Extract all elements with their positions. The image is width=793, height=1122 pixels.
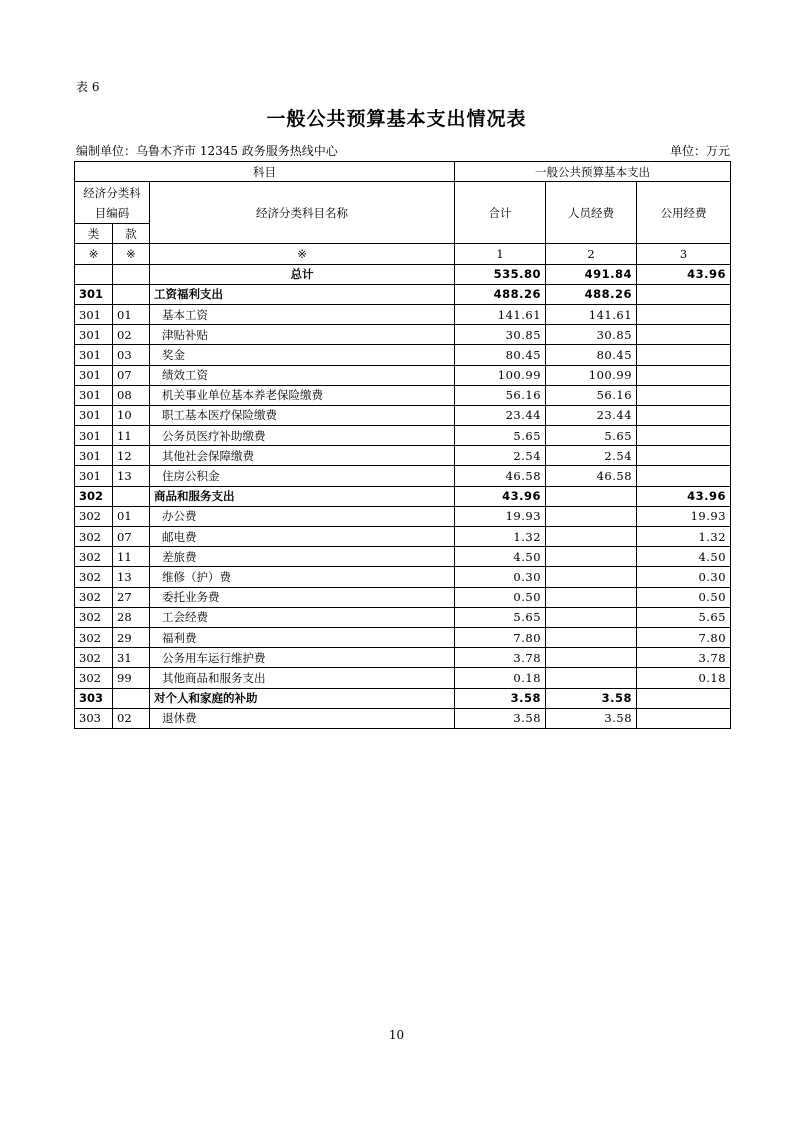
table-row	[75, 426, 731, 446]
subcategory-code: 11	[113, 426, 150, 446]
category-code: 302	[75, 627, 113, 647]
amount-personnel: 56.16	[546, 385, 637, 405]
amount-public	[637, 426, 731, 446]
subcategory-code: 07	[113, 365, 150, 385]
amount-personnel: 3.58	[546, 688, 637, 708]
amount-personnel	[546, 668, 637, 688]
subcategory-code: 11	[113, 547, 150, 567]
item-name: 基本工资	[150, 304, 455, 324]
item-name: 其他商品和服务支出	[150, 668, 455, 688]
amount-personnel: 46.58	[546, 466, 637, 486]
amount-personnel	[546, 547, 637, 567]
compiling-unit: 编制单位：乌鲁木齐市 12345 政务服务热线中心	[76, 144, 338, 158]
subcategory-code: 27	[113, 587, 150, 607]
subcategory-code: 99	[113, 668, 150, 688]
amount-personnel	[546, 607, 637, 627]
empty-cell	[113, 264, 150, 284]
amount-personnel	[546, 587, 637, 607]
subcategory-code: 13	[113, 466, 150, 486]
amount-public	[637, 466, 731, 486]
amount-total: 4.50	[455, 547, 546, 567]
item-name: 绩效工资	[150, 365, 455, 385]
table-row	[75, 648, 731, 668]
amount-total: 3.58	[455, 708, 546, 728]
item-name: 机关事业单位基本养老保险缴费	[150, 385, 455, 405]
item-name: 对个人和家庭的补助	[150, 688, 455, 708]
header-kuan: 款	[113, 224, 150, 244]
table-row	[75, 466, 731, 486]
amount-public: 0.50	[637, 587, 731, 607]
category-code: 301	[75, 385, 113, 405]
item-name: 工会经费	[150, 607, 455, 627]
index-cell: 2	[546, 244, 637, 264]
category-code: 302	[75, 567, 113, 587]
subcategory-code	[113, 486, 150, 506]
subcategory-code: 10	[113, 405, 150, 425]
amount-total: 30.85	[455, 325, 546, 345]
amount-public	[637, 304, 731, 324]
category-code: 301	[75, 446, 113, 466]
amount-total: 5.65	[455, 607, 546, 627]
amount-public	[637, 325, 731, 345]
item-name: 办公费	[150, 506, 455, 526]
mark-cell: ※	[113, 244, 150, 264]
table-row	[75, 668, 731, 688]
amount-public: 3.78	[637, 648, 731, 668]
table-row	[75, 708, 731, 728]
item-name: 津贴补贴	[150, 325, 455, 345]
amount-total: 0.50	[455, 587, 546, 607]
header-row-1	[75, 162, 731, 182]
amount-personnel	[546, 567, 637, 587]
table-row	[75, 567, 731, 587]
item-name: 维修（护）费	[150, 567, 455, 587]
item-name: 委托业务费	[150, 587, 455, 607]
amount-public: 43.96	[637, 486, 731, 506]
amount-total: 2.54	[455, 446, 546, 466]
amount-public	[637, 405, 731, 425]
currency-unit: 单位：万元	[669, 144, 730, 158]
amount-personnel: 5.65	[546, 426, 637, 446]
amount-public	[637, 688, 731, 708]
item-name: 邮电费	[150, 527, 455, 547]
amount-public: 1.32	[637, 527, 731, 547]
amount-personnel: 141.61	[546, 304, 637, 324]
amount-total: 488.26	[455, 284, 546, 304]
item-name: 公务员医疗补助缴费	[150, 426, 455, 446]
table-row	[75, 325, 731, 345]
header-row-2	[75, 182, 731, 224]
amount-personnel: 23.44	[546, 405, 637, 425]
header-subject: 科目	[75, 162, 455, 182]
amount-total: 43.96	[455, 486, 546, 506]
subcategory-code: 01	[113, 506, 150, 526]
amount-public: 5.65	[637, 607, 731, 627]
category-code: 302	[75, 607, 113, 627]
page-title: 一般公共预算基本支出情况表	[266, 108, 527, 130]
amount-total: 46.58	[455, 466, 546, 486]
amount-public	[637, 446, 731, 466]
table-row	[75, 345, 731, 365]
table-row	[75, 506, 731, 526]
amount-personnel	[546, 648, 637, 668]
header-col-public: 公用经费	[637, 182, 731, 244]
amount-public: 7.80	[637, 627, 731, 647]
category-code: 301	[75, 325, 113, 345]
table-row	[75, 547, 731, 567]
amount-public: 0.18	[637, 668, 731, 688]
table-row	[75, 587, 731, 607]
category-code: 303	[75, 688, 113, 708]
category-code: 303	[75, 708, 113, 728]
amount-total: 100.99	[455, 365, 546, 385]
amount-total: 23.44	[455, 405, 546, 425]
subcategory-code: 12	[113, 446, 150, 466]
mark-cell: ※	[75, 244, 113, 264]
category-code: 301	[75, 284, 113, 304]
amount-personnel	[546, 627, 637, 647]
amount-total: 56.16	[455, 385, 546, 405]
item-name: 差旅费	[150, 547, 455, 567]
total-total: 535.80	[455, 264, 546, 284]
item-name: 奖金	[150, 345, 455, 365]
subcategory-code: 31	[113, 648, 150, 668]
empty-cell	[75, 264, 113, 284]
amount-public	[637, 365, 731, 385]
amount-total: 0.18	[455, 668, 546, 688]
category-code: 301	[75, 304, 113, 324]
header-col-total: 合计	[455, 182, 546, 244]
subcategory-code: 13	[113, 567, 150, 587]
index-cell: 3	[637, 244, 731, 264]
table-row	[75, 304, 731, 324]
amount-public	[637, 345, 731, 365]
amount-public	[637, 708, 731, 728]
amount-personnel	[546, 527, 637, 547]
category-code: 301	[75, 466, 113, 486]
amount-total: 0.30	[455, 567, 546, 587]
index-cell: 1	[455, 244, 546, 264]
subcategory-code: 08	[113, 385, 150, 405]
item-name: 公务用车运行维护费	[150, 648, 455, 668]
amount-personnel: 2.54	[546, 446, 637, 466]
category-code: 302	[75, 648, 113, 668]
budget-table	[74, 161, 731, 729]
header-code-label: 经济分类科目编码	[75, 182, 150, 224]
amount-total: 3.58	[455, 688, 546, 708]
page-number: 10	[388, 1028, 405, 1042]
total-label: 总计	[150, 264, 455, 284]
subcategory-code: 01	[113, 304, 150, 324]
table-number: 表 6	[76, 80, 100, 94]
amount-total: 7.80	[455, 627, 546, 647]
item-name: 其他社会保障缴费	[150, 446, 455, 466]
amount-total: 19.93	[455, 506, 546, 526]
category-code: 302	[75, 547, 113, 567]
subcategory-code: 02	[113, 325, 150, 345]
table-row	[75, 688, 731, 708]
category-code: 301	[75, 426, 113, 446]
category-code: 301	[75, 365, 113, 385]
header-lei: 类	[75, 224, 113, 244]
category-code: 302	[75, 486, 113, 506]
item-name: 福利费	[150, 627, 455, 647]
amount-personnel: 100.99	[546, 365, 637, 385]
item-name: 退休费	[150, 708, 455, 728]
amount-personnel: 488.26	[546, 284, 637, 304]
header-expense-group: 一般公共预算基本支出	[455, 162, 731, 182]
category-code: 301	[75, 405, 113, 425]
mark-cell: ※	[150, 244, 455, 264]
category-code: 302	[75, 506, 113, 526]
category-code: 302	[75, 587, 113, 607]
category-code: 302	[75, 668, 113, 688]
subcategory-code	[113, 284, 150, 304]
total-personnel: 491.84	[546, 264, 637, 284]
item-name: 商品和服务支出	[150, 486, 455, 506]
item-name: 职工基本医疗保险缴费	[150, 405, 455, 425]
table-row	[75, 527, 731, 547]
amount-total: 5.65	[455, 426, 546, 446]
subcategory-code: 03	[113, 345, 150, 365]
table-row	[75, 446, 731, 466]
item-name: 工资福利支出	[150, 284, 455, 304]
amount-public	[637, 385, 731, 405]
category-code: 302	[75, 527, 113, 547]
table-row	[75, 627, 731, 647]
amount-personnel: 30.85	[546, 325, 637, 345]
amount-personnel	[546, 486, 637, 506]
header-row-4	[75, 244, 731, 264]
table-row	[75, 607, 731, 627]
total-row	[75, 264, 731, 284]
subcategory-code: 29	[113, 627, 150, 647]
item-name: 住房公积金	[150, 466, 455, 486]
amount-public	[637, 284, 731, 304]
table-row	[75, 365, 731, 385]
subcategory-code	[113, 688, 150, 708]
table-row	[75, 405, 731, 425]
amount-total: 3.78	[455, 648, 546, 668]
table-row	[75, 486, 731, 506]
amount-personnel: 80.45	[546, 345, 637, 365]
amount-total: 1.32	[455, 527, 546, 547]
header-name-label: 经济分类科目名称	[150, 182, 455, 244]
header-col-personnel: 人员经费	[546, 182, 637, 244]
amount-public: 0.30	[637, 567, 731, 587]
category-code: 301	[75, 345, 113, 365]
subcategory-code: 28	[113, 607, 150, 627]
table-row	[75, 385, 731, 405]
amount-total: 80.45	[455, 345, 546, 365]
amount-total: 141.61	[455, 304, 546, 324]
table-row	[75, 284, 731, 304]
amount-personnel	[546, 506, 637, 526]
amount-public: 4.50	[637, 547, 731, 567]
amount-public: 19.93	[637, 506, 731, 526]
subcategory-code: 02	[113, 708, 150, 728]
amount-personnel: 3.58	[546, 708, 637, 728]
total-public: 43.96	[637, 264, 731, 284]
subcategory-code: 07	[113, 527, 150, 547]
